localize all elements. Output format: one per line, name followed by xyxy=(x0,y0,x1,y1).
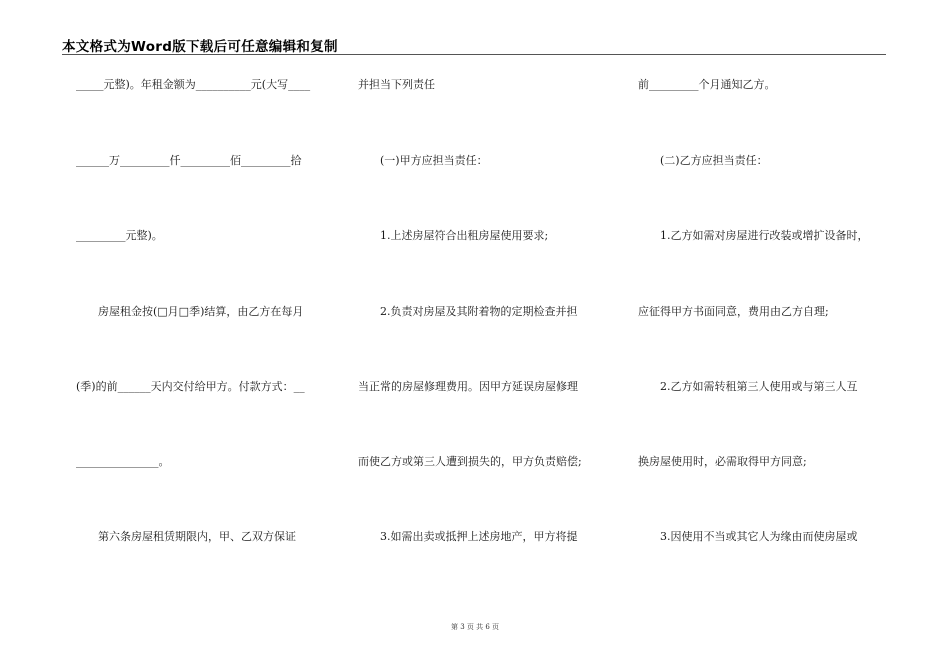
text-line: 2.乙方如需转租第三人使用或与第三人互 xyxy=(638,380,858,393)
text-line: 3.如需出卖或抵押上述房地产，甲方将提 xyxy=(358,530,578,543)
text-line: 1.乙方如需对房屋进行改装或增扩设备时， xyxy=(638,229,869,242)
text-line: (一)甲方应担当责任： xyxy=(358,154,488,167)
text-line: _____元整)。年租金额为__________元(大写____ xyxy=(76,78,311,91)
text-line: _________元整)。 xyxy=(76,229,163,242)
text-line: 2.负责对房屋及其附着物的定期检查并担 xyxy=(358,305,578,318)
text-line: (季)的前______天内交付给甲方。付款方式：__ xyxy=(76,380,305,393)
text-line: 1.上述房屋符合出租房屋使用要求; xyxy=(358,229,549,242)
text-line: 3.因使用不当或其它人为缘由而使房屋或 xyxy=(638,530,858,543)
header-title: 本文格式为Word版下载后可任意编辑和复制 xyxy=(62,39,338,55)
page-number-footer: 第 3 页 共 6 页 xyxy=(450,623,500,631)
text-line: 第六条房屋租赁期限内，甲、乙双方保证 xyxy=(76,530,296,543)
text-line: 而使乙方或第三人遭到损失的，甲方负责赔偿; xyxy=(358,455,582,468)
text-line: 前_________个月通知乙方。 xyxy=(638,78,776,91)
text-line: 当正常的房屋修理费用。因甲方延误房屋修理 xyxy=(358,380,578,393)
text-line: ______万_________仟_________佰_________拾 xyxy=(76,154,302,167)
text-line: 应征得甲方书面同意，费用由乙方自理; xyxy=(638,305,829,318)
text-line: 换房屋使用时，必需取得甲方同意; xyxy=(638,455,807,468)
text-line: _______________。 xyxy=(76,455,170,468)
page-header xyxy=(62,32,886,55)
text-line: 房屋租金按(□月□季)结算，由乙方在每月 xyxy=(76,305,304,318)
text-line: 并担当下列责任 xyxy=(358,78,435,91)
text-line: (二)乙方应担当责任： xyxy=(638,154,768,167)
